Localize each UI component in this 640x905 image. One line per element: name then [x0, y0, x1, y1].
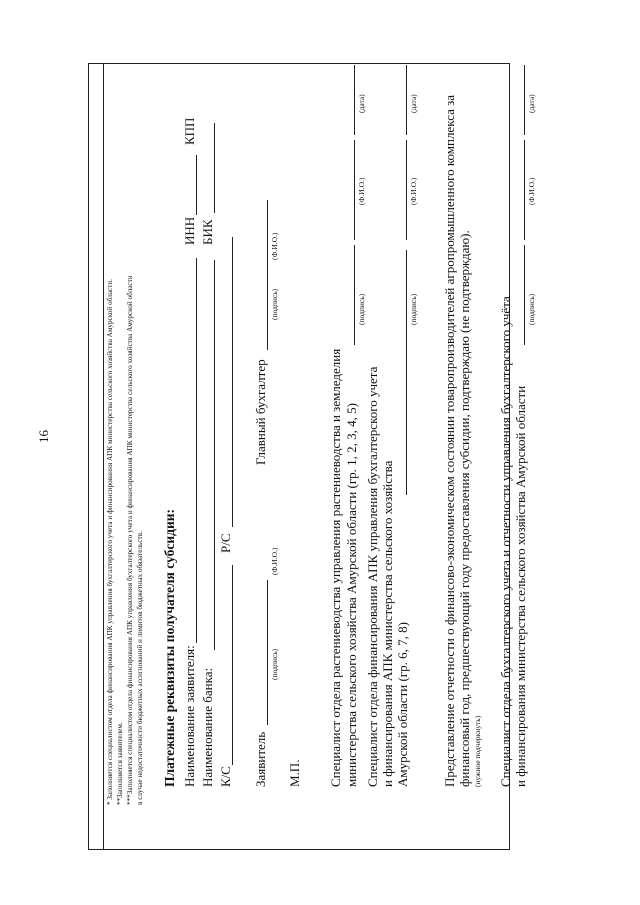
- specialist2-line1: Специалист отдела финансирования АПК управления бухгалтерского учета: [365, 366, 380, 787]
- specialist2-fio-caption: (Ф.И.О.): [409, 177, 418, 205]
- bank-name-line: [214, 260, 215, 650]
- applicant-name-line: [196, 258, 197, 643]
- specialist2-date-caption: (дата): [409, 94, 418, 113]
- specialist3-fio-caption: (Ф.И.О.): [527, 177, 536, 205]
- applicant-podpis-caption: (подпись): [270, 648, 279, 680]
- specialist2-sign-line: [406, 250, 407, 495]
- specialist3-date-line: [524, 65, 525, 135]
- specialist3-fio-line: [524, 140, 525, 240]
- footnote-3: ***Заполняется специалистом отдела финансирования АПК управления бухгалтерского учета и финансирования АПК министерства сельского хозяйства Амурской области: [126, 275, 134, 805]
- inn-line: [196, 155, 197, 215]
- reporting-note: (нужное подчеркнуть): [473, 715, 482, 787]
- bik-line: [214, 123, 215, 213]
- rs-line: [232, 237, 233, 527]
- specialist3-line2: и финансирования министерства сельского хозяйства Амурской области: [513, 385, 528, 787]
- ks-label: К/С: [218, 766, 233, 787]
- reporting-line2: финансовый год, предшествующий году предоставления субсидии, подтверждаю (не подтверждаю).: [457, 230, 472, 787]
- specialist2-fio-line: [406, 140, 407, 240]
- specialist1-fio-caption: (Ф.И.О.): [357, 177, 366, 205]
- applicant-label: Заявитель: [253, 731, 268, 787]
- specialist2-date-line: [406, 65, 407, 135]
- applicant-name-label: Наименование заявителя:: [182, 645, 197, 787]
- footnote-1: * Заполняется специалистом отдела финансирования АПК управления бухгалтерского учета и финансирования АПК министерства сельского хозяйства Амурской области.: [106, 279, 114, 805]
- applicant-sign-line: [267, 580, 268, 725]
- ks-line: [232, 565, 233, 765]
- specialist1-line2: министерства сельского хозяйства Амурской области (гр. 1, 2, 3, 4, 5): [344, 402, 359, 787]
- stamp-label: М.П.: [287, 759, 302, 787]
- specialist3-date-caption: (дата): [527, 94, 536, 113]
- chief-accountant-label: Главный бухгалтер: [253, 359, 268, 465]
- bank-name-label: Наименование банка:: [200, 667, 215, 787]
- specialist1-line1: Специалист отдела растениеводства управления растениеводства и земледелия: [328, 348, 343, 787]
- specialist1-date-caption: (дата): [357, 94, 366, 113]
- page-number: 16: [36, 430, 51, 443]
- table-row-line: [103, 64, 104, 849]
- specialist2-line3: Амурской области (гр. 6, 7, 8): [395, 622, 410, 787]
- specialist3-sign-line: [524, 245, 525, 345]
- specialist1-fio-line: [354, 140, 355, 240]
- inn-label: ИНН: [182, 216, 197, 245]
- chief-sign-line: [267, 200, 268, 350]
- specialist1-date-line: [354, 65, 355, 135]
- rs-label: Р/С: [218, 533, 233, 553]
- footnote-4: в случае недостаточности бюджетных ассигнований и лимитов бюджетных обязательств.: [136, 531, 144, 805]
- applicant-fio-caption: (Ф.И.О.): [270, 547, 279, 575]
- specialist1-sign-line: [354, 245, 355, 345]
- footnote-2: **Заполняется заявителем.: [116, 722, 124, 805]
- specialist1-podpis-caption: (подпись): [357, 293, 366, 325]
- specialist2-line2: и финансирования АПК министерства сельского хозяйства: [380, 460, 395, 787]
- chief-podpis-caption: (подпись): [270, 288, 279, 320]
- chief-fio-caption: (Ф.И.О.): [270, 232, 279, 260]
- payment-heading: Платежные реквизиты получателя субсидии:: [162, 508, 177, 787]
- bik-label: БИК: [200, 219, 215, 245]
- reporting-line1: Представление отчетности о финансово-экономическом состоянии товаропроизводителей агропромышленного комплекса за: [442, 94, 457, 787]
- specialist3-podpis-caption: (подпись): [527, 293, 536, 325]
- specialist3-line1: Специалист отдела бухгалтерского учета и отчетности управления бухгалтерского учёта: [498, 296, 513, 787]
- kpp-label: КПП: [182, 117, 197, 145]
- specialist2-podpis-caption: (подпись): [409, 293, 418, 325]
